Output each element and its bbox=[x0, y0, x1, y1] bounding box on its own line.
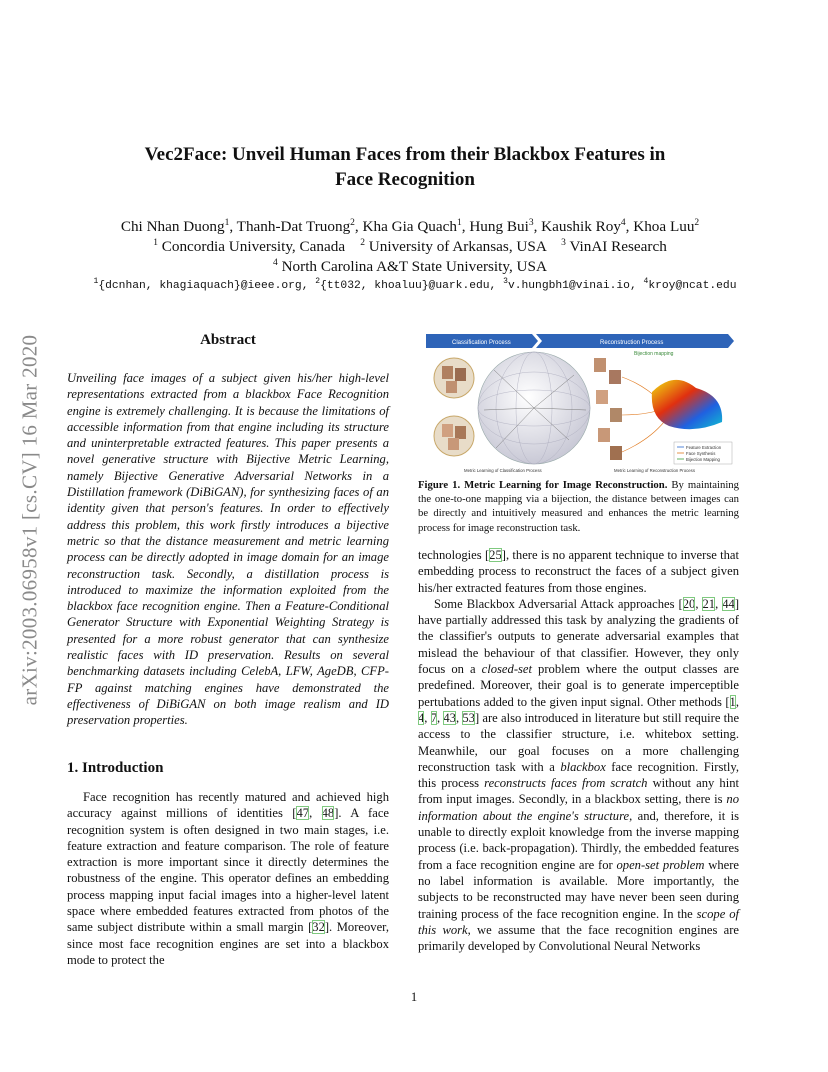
citation-link[interactable]: 53 bbox=[462, 710, 475, 725]
affiliation-line-2: $^4$ North Carolina A&T State University, USA bbox=[273, 257, 547, 275]
author-line: Chi Nhan Duong$^1$, Thanh-Dat Truong$^2$, Kha Gia Quach$^1$, Hung Bui$^3$, Kaushik Roy$^4$, Khoa Luu$^2$ bbox=[120, 217, 700, 235]
label-metric-reconstruction: Metric Learning of Reconstruction Process bbox=[614, 468, 695, 473]
citation-link[interactable]: 4 bbox=[418, 710, 425, 725]
intro-paragraph: Face recognition has recently matured and achieved high accuracy against millions of identities [47, 48]. A face recognition system is often designed in two main stages, i.e. feature extraction and feature comparison. The role of feature extraction is more important since it directly determines the robustness of the engine. This operator defines an embedding process mapping input facial images into a higher-level latent space where embedded features extracted from photos of the same subject distribute within a small margin [32]. Moreover, since most face recognition engines are set into a blackbox mode to protect the bbox=[67, 790, 390, 967]
citation-link[interactable]: 25 bbox=[489, 548, 502, 562]
citation-link[interactable]: 1 bbox=[729, 694, 736, 709]
paper-title bbox=[100, 142, 710, 192]
citation-link[interactable]: 43 bbox=[443, 710, 456, 725]
arxiv-sidebar-stamp bbox=[10, 280, 50, 760]
figure-caption: Figure 1. Metric Learning for Image Reconstruction. By maintaining the one-to-one mapping via a bijection, the distance between images can be directly and intuitively measured and enhances the metric learning process for image reconstruction task. bbox=[418, 479, 739, 534]
label-bijection: Bijection mapping bbox=[634, 351, 674, 357]
figure-1-diagram bbox=[424, 330, 734, 476]
title-line-1: Vec2Face: Unveil Human Faces from their Blackbox Features in bbox=[144, 144, 666, 165]
citation-link[interactable]: 32 bbox=[312, 920, 325, 935]
abstract-heading: Abstract bbox=[200, 332, 256, 348]
face-thumbnails-left bbox=[434, 358, 474, 456]
citation-link[interactable]: 48 bbox=[321, 806, 335, 821]
right-paragraph-2: Some Blackbox Adversarial Attack approaches [20, 21, 44] have partially addressed this task by analyzing the gradients of the classifier's outputs to generate adversarial examples that mislead the behaviour of that classifier. However, they only focus on a closed-set problem where the output classes are predefined. Moreover, their goal is to generate imperceptible pertubations added to the given input signal. Other methods [1, 4, 7, 43, 53] are also introduced in literature but still require the access to the classifier structure, i.e. whitebox setting. Meanwhile, our goal focuses on a more challenging reconstruction task with a blackbox face recognition. Firstly, this process reconstructs faces from scratch without any hint from input images. Secondly, in a blackbox setting, there is no information about the engine's structure, and, therefore, it is unable to directly exploit knowledge from the inverse mapping process (i.e. back-propagation). Thirdly, the embedded features from a face recognition engine are for open-set problem where no label information is available. More importantly, the subjects to be reconstructed may have never been seen during training process of the face recognition engine. In the scope of this work, we assume that the face recognition engines are primarily developed by Convolutional Neural Networks bbox=[418, 596, 740, 954]
citation-link[interactable]: 47 bbox=[296, 806, 310, 821]
label-reconstruction: Reconstruction Process bbox=[600, 340, 664, 346]
section-heading-introduction: 1. Introduction bbox=[67, 760, 164, 776]
email-line: $^1${dcnhan, khagiaquach}@ieee.org, $^2${tt032, khoaluu}@uark.edu, $^3$v.hungbh1@vinai.io, $^4$kroy@ncat.edu bbox=[93, 277, 737, 292]
right-paragraph-1: technologies [25], there is no apparent technique to inverse that embedding process to reconstruct the faces of a subject given his/her extracted features from those engines. bbox=[418, 548, 740, 595]
right-column-body bbox=[418, 547, 739, 954]
citation-link[interactable]: 21 bbox=[702, 596, 716, 611]
title-line-2: Face Recognition bbox=[335, 169, 475, 190]
face-thumbnails-right bbox=[594, 358, 622, 460]
intro-body bbox=[67, 789, 389, 968]
affiliation-line: $^1$ Concordia University, Canada $^2$ University of Arkansas, USA $^3$ VinAI Research bbox=[153, 237, 667, 255]
legend-face-synthesis: Face Synthesis bbox=[686, 451, 716, 456]
metric-learning-diagram bbox=[424, 330, 734, 476]
reconstruction-surface bbox=[652, 380, 722, 429]
citation-link[interactable]: 44 bbox=[722, 596, 735, 611]
legend-bijection-mapping: Bijection Mapping bbox=[686, 457, 720, 462]
legend-feature-extraction: Feature Extraction bbox=[686, 445, 722, 450]
label-classification: Classification Process bbox=[452, 340, 511, 346]
arxiv-id: arXiv:2003.06958v1 [cs.CV] 16 Mar 2020 bbox=[17, 334, 42, 706]
label-metric-classification: Metric Learning of Classification Process bbox=[464, 468, 542, 473]
author-block bbox=[60, 217, 760, 277]
page-number: 1 bbox=[410, 990, 418, 1004]
citation-link[interactable]: 7 bbox=[430, 710, 437, 725]
abstract-text: Unveiling face images of a subject given his/her high-level representations extracted from a blackbox Face Recognition engine is extremely challenging. It is because the limitations of accessible information from that engine including its structure and uninterpretable extracted features. This paper presents a novel generative structure with Bijective Metric Learning, namely Bijective Generative Adversarial Networks in a Distillation framework (DiBiGAN), for synthesizing faces of an identity given that person's features. In order to effectively address this problem, this work firstly introduces a bijective metric so that the distance measurement and metric learning process can be directly adopted in image domain for an image reconstruction task. Secondly, a distillation process is introduced to maximize the information exploited from the blackbox face recognition engine. Then a Feature-Conditional Generator Structure with Exponential Weighting Strategy is presented for a more robust generator that can synthesize realistic faces with ID preservation. Results on several benchmarking datasets including CelebA, LFW, AgeDB, CFP-FP against matching engines have demonstrated the effectiveness of DiBiGAN on both image realism and ID preservation properties. bbox=[67, 371, 389, 728]
citation-link[interactable]: 20 bbox=[682, 596, 696, 611]
